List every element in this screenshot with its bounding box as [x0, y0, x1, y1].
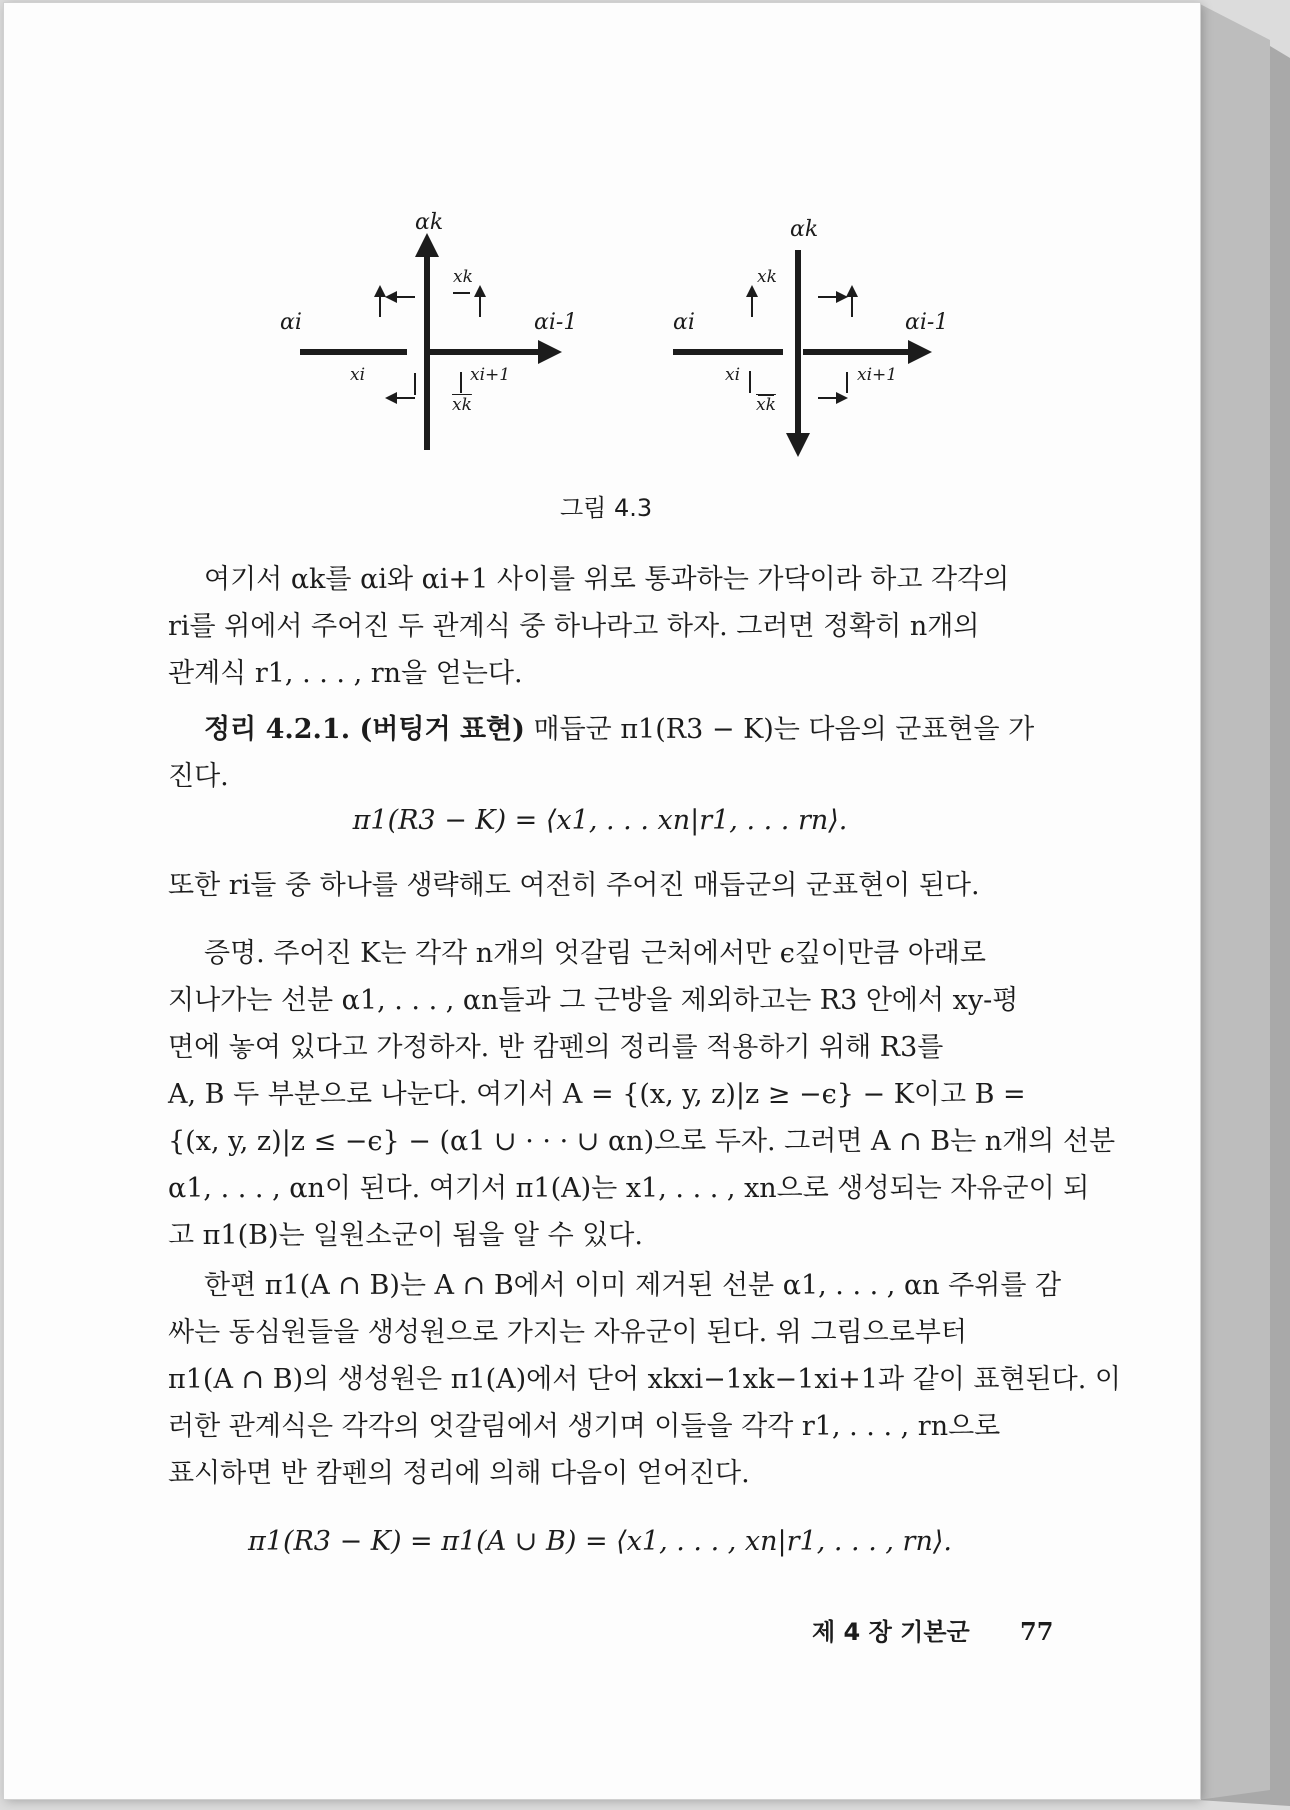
- label-xk-top-right: xk: [757, 267, 777, 287]
- left-crossing: [300, 245, 550, 450]
- text-line: ri를 위에서 주어진 두 관계식 중 하나라고 하자. 그러면 정확히 n개의: [168, 611, 980, 642]
- theorem-equation: π1(R3 − K) = ⟨x1, . . . xn|r1, . . . rn⟩.: [352, 805, 848, 836]
- label-alpha-i-left: αi: [280, 310, 302, 335]
- theorem-heading: 정리 4.2.1. (버팅거 표현): [204, 714, 525, 745]
- label-alpha-i1-left: αi-1: [534, 310, 578, 335]
- text-line: π1(A ∩ B)의 생성원은 π1(A)에서 단어 xkxi−1xk−1xi+1과 같이 표현된다. 이: [168, 1364, 1121, 1395]
- text-line: 지나가는 선분 α1, . . . , αn들과 그 근방을 제외하고는 R3 안에서 xy-평: [168, 985, 1019, 1016]
- text-line: 표시하면 반 캄펜의 정리에 의해 다음이 얻어진다.: [168, 1458, 750, 1489]
- paragraph-intro: [168, 556, 1060, 697]
- label-alpha-k-right: αk: [790, 217, 819, 242]
- theorem-line: [168, 706, 1060, 753]
- right-crossing: [673, 250, 920, 445]
- theorem-note: [168, 862, 1060, 909]
- text-line: {(x, y, z)|z ≤ −ϵ} − (α1 ∪ · · · ∪ αn)으로 두자. 그러면 A ∩ B는 n개의 선분: [168, 1126, 1116, 1157]
- label-xk-top-left: xk: [453, 267, 473, 287]
- text-line: α1, . . . , αn이 된다. 여기서 π1(A)는 x1, . . . , xn으로 생성되는 자유군이 되: [168, 1173, 1090, 1204]
- figure-caption: 그림 4.3: [560, 494, 653, 522]
- text-line: 또한 ri들 중 하나를 생략해도 여전히 주어진 매듭군의 군표현이 된다.: [168, 870, 980, 901]
- label-alpha-i-right: αi: [673, 310, 695, 335]
- text-line: 면에 놓여 있다고 가정하자. 반 캄펜의 정리를 적용하기 위해 R3를: [168, 1032, 944, 1063]
- text-line: A, B 두 부분으로 나눈다. 여기서 A = {(x, y, z)|z ≥ −ϵ} − K이고 B =: [168, 1079, 1026, 1110]
- final-equation: π1(R3 − K) = π1(A ∪ B) = ⟨x1, . . . , xn|r1, . . . , rn⟩.: [248, 1526, 952, 1557]
- crossing-diagram: [280, 205, 980, 465]
- label-xk-bottom-right: $\overline{xk}$: [756, 395, 776, 415]
- text-line: 여기서 αk를 αi와 αi+1 사이를 위로 통과하는 가닥이라 하고 각각의: [204, 564, 1010, 595]
- label-xi-left: xi: [350, 365, 366, 385]
- chapter-title: 제 4 장 기본군: [812, 1618, 970, 1646]
- label-xi1-left: xi+1: [470, 365, 511, 385]
- label-xi-right: xi: [725, 365, 741, 385]
- label-xi1-right: xi+1: [857, 365, 898, 385]
- text-line: 한편 π1(A ∩ B)는 A ∩ B에서 이미 제거된 선분 α1, . . . , αn 주위를 감: [204, 1270, 1062, 1301]
- label-xk-bottom-left: $\overline{xk}$: [452, 395, 472, 415]
- paragraph-generators: [168, 1262, 1121, 1497]
- theorem-block: [168, 706, 1060, 800]
- label-alpha-k-left: αk: [415, 210, 444, 235]
- text-line: 증명. 주어진 K는 각각 n개의 엇갈림 근처에서만 ϵ깊이만큼 아래로: [204, 938, 986, 969]
- figure-crossings: [280, 205, 980, 465]
- theorem-text: 매듭군 π1(R3 − K)는 다음의 군표현을 가: [533, 714, 1035, 745]
- text-line: 관계식 r1, . . . , rn을 얻는다.: [168, 658, 523, 689]
- text-line: 진다.: [168, 761, 229, 792]
- proof-block: [168, 930, 1116, 1259]
- page-number: 77: [1020, 1617, 1054, 1646]
- text-line: 러한 관계식은 각각의 엇갈림에서 생기며 이들을 각각 r1, . . . , rn으로: [168, 1411, 1001, 1442]
- text-line: 싸는 동심원들을 생성원으로 가지는 자유군이 된다. 위 그림으로부터: [168, 1317, 967, 1348]
- text-line: 고 π1(B)는 일원소군이 됨을 알 수 있다.: [168, 1220, 643, 1251]
- label-alpha-i1-right: αi-1: [905, 310, 949, 335]
- page-footer: [812, 1612, 1053, 1647]
